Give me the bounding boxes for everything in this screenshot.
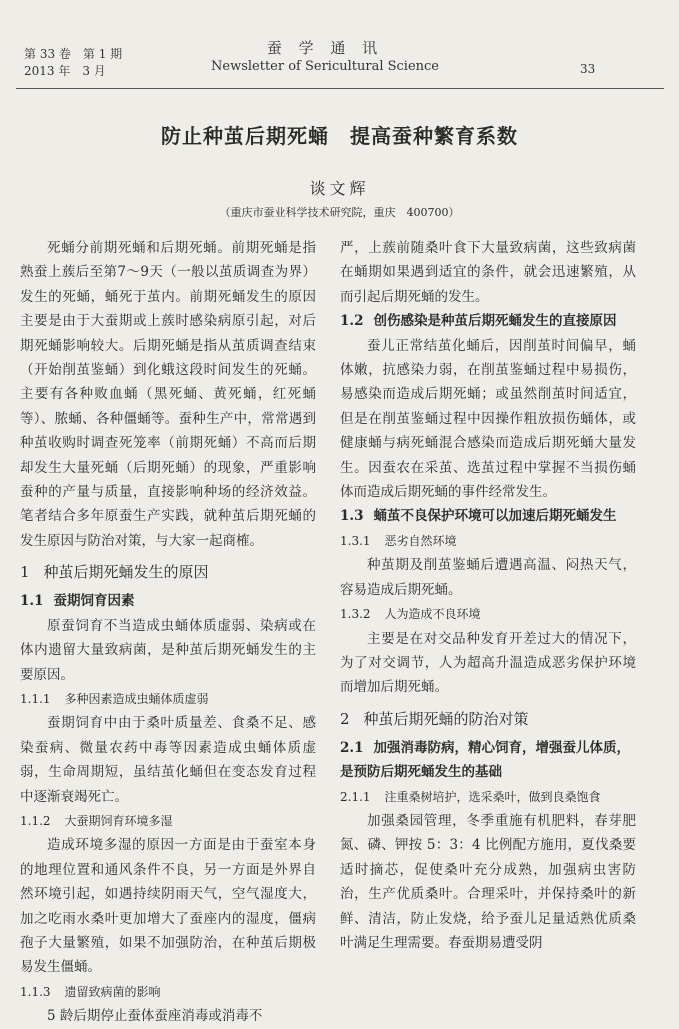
section-1-2-heading	[340, 309, 636, 333]
section-title: 创伤感染是种茧后期死蛹发生的直接原因	[373, 313, 617, 330]
section-number: 1.3.1	[340, 533, 371, 548]
section-number: 2	[340, 709, 350, 728]
section-number: 1.2	[340, 313, 364, 330]
section-number: 1.1.3	[20, 984, 51, 999]
journal-name-cn: 蚕 学 通 讯	[266, 39, 384, 57]
section-title: 蛹茧不良保护环境可以加速后期死蛹发生	[373, 508, 617, 525]
section-title: 种茧后期死蛹的防治对策	[363, 709, 529, 728]
section-1-1-1-paragraph: 蚕期饲育中由于桑叶质量差、食桑不足、感染蚕病、微量农药中毒等因素造成虫蛹体质虚弱，生命周期短，虽结茧化蛹但在变态发育过程中逐渐衰竭死亡。	[20, 715, 316, 805]
section-1-1-heading	[20, 589, 316, 613]
section-1-3-heading	[340, 504, 636, 528]
section-1-1-3-heading	[20, 980, 316, 1004]
issue-date: 2013 年 3 月	[24, 64, 106, 78]
section-number: 1.1.2	[20, 813, 51, 828]
author-affiliation: （重庆市蚕业科学技术研究院，重庆 400700）	[219, 206, 460, 219]
journal-name-en: Newsletter of Sericultural Science	[211, 59, 439, 74]
section-2-1-1-paragraph: 加强桑园管理，冬季重施有机肥料，春芽肥氮、磷、钾按 5：3：4 比例配方施用，夏伐桑要适时摘芯，促使桑叶充分成熟，加强病虫害防治，生产优质桑叶。合理采叶，并保持桑叶的新鲜、清洁，防止发烧，给予蚕儿足量适熟优质桑叶满足生理需要。春蚕期易遭受阴	[340, 812, 636, 951]
left-column	[20, 236, 316, 1029]
section-1-2-paragraph: 蚕儿正常结茧化蛹后，因削茧时间偏早，蛹体嫩，抗感染力弱，在削茧鉴蛹过程中易损伤，易感染而造成后期死蛹；或虽然削茧时间适宜，但是在削茧鉴蛹过程中因操作粗放损伤蛹体，或健康蛹与病死蛹混合感染而造成后期死蛹大量发生。因蚕农在采茧、选茧过程中掌握不当损伤蛹体而造成后期死蛹的事件经常发生。	[340, 337, 636, 501]
section-title: 恶劣自然环境	[384, 533, 457, 548]
section-1-3-2-heading	[340, 602, 636, 626]
section-1-1-1-heading	[20, 687, 316, 711]
section-number: 1.1	[20, 593, 44, 610]
section-number: 2.1	[340, 739, 364, 756]
section-number: 1.3	[340, 508, 364, 525]
section-1-3-2-paragraph: 主要是在对交品种发育开差过大的情况下，为了对交调节，人为超高升温造成恶劣保护环境而增加后期死蛹。	[340, 630, 636, 696]
issue-info	[24, 46, 122, 80]
continued-paragraph: 严，上蔟前随桑叶食下大量致病菌，这些致病菌在蛹期如果遇到适宜的条件，就会迅速繁殖，从而引起后期死蛹的发生。	[340, 240, 636, 305]
section-title: 加强消毒防病，精心饲育，增强蚕儿体质，是预防后期死蛹发生的基础	[340, 739, 630, 781]
page-number: 33	[580, 62, 596, 76]
section-1-1-2-heading	[20, 809, 316, 833]
section-1-1-2-paragraph: 造成环境多湿的原因一方面是由于蚕室本身的地理位置和通风条件不良，另一方面是外界自然环境引起，如遇持续阴雨天气，空气湿度大，加之吃雨水桑叶更加增大了蚕座内的湿度，僵病孢子大量繁殖，如果不加强防治，在种茧后期极易发生僵蛹。	[20, 837, 316, 976]
section-title: 大蚕期饲育环境多湿	[64, 813, 173, 828]
section-1-1-3-paragraph: 5 龄后期停止蚕体蚕座消毒或消毒不	[47, 1008, 263, 1025]
section-1-heading	[20, 559, 316, 585]
volume-issue: 第 33 卷 第 1 期	[24, 47, 123, 61]
section-1-3-1-heading	[340, 529, 636, 553]
section-2-heading	[340, 706, 636, 732]
journal-name	[200, 38, 450, 76]
section-number: 1	[20, 563, 30, 582]
section-number: 1.1.1	[20, 691, 51, 706]
section-title: 种茧后期死蛹发生的原因	[43, 563, 209, 582]
section-title: 遗留致病菌的影响	[64, 984, 161, 999]
section-title: 多种因素造成虫蛹体质虚弱	[64, 691, 209, 706]
section-title: 注重桑树培护，选采桑叶，做到良桑饱食	[384, 789, 601, 804]
section-number: 1.3.2	[340, 607, 371, 622]
intro-paragraph: 死蛹分前期死蛹和后期死蛹。前期死蛹是指熟蚕上蔟后至第7～9天（一般以茧质调查为界）发生的死蛹，蛹死于茧内。前期死蛹发生的原因主要是由于大蚕期或上蔟时感染病原引起，对后期死蛹影响较大。后期死蛹是指从茧质调查结束（开始削茧鉴蛹）到化蛾这段时间发生的死蛹。主要有各种败血蛹（黑死蛹、黄死蛹，红死蛹等）、脓蛹、各种僵蛹等。蚕种生产中，常常遇到种茧收购时调查死笼率（前期死蛹）不高而后期却发生大量死蛹（后期死蛹）的现象，严重影响蚕种的产量与质量，直接影响种场的经济效益。笔者结合多年原蚕生产实践，就种茧后期死蛹的发生原因与防治对策，与大家一起商榷。	[20, 240, 316, 549]
section-1-1-paragraph: 原蚕饲育不当造成虫蛹体质虚弱、染病或在体内遗留大量致病菌，是种茧后期死蛹发生的主要原因。	[20, 617, 316, 683]
section-number: 2.1.1	[340, 789, 371, 804]
article-author: 谈文辉	[309, 179, 370, 198]
section-title: 蚕期饲育因素	[53, 593, 135, 610]
header-rule	[16, 88, 664, 89]
section-1-3-1-paragraph: 种茧期及削茧鉴蛹后遭遇高温、闷热天气，容易造成后期死蛹。	[340, 557, 636, 598]
section-title: 人为造成不良环境	[384, 607, 481, 622]
section-2-1-1-heading	[340, 785, 636, 809]
right-column	[340, 236, 636, 955]
section-2-1-heading	[340, 736, 636, 785]
article-title: 防止种茧后期死蛹 提高蚕种繁育系数	[161, 124, 518, 148]
